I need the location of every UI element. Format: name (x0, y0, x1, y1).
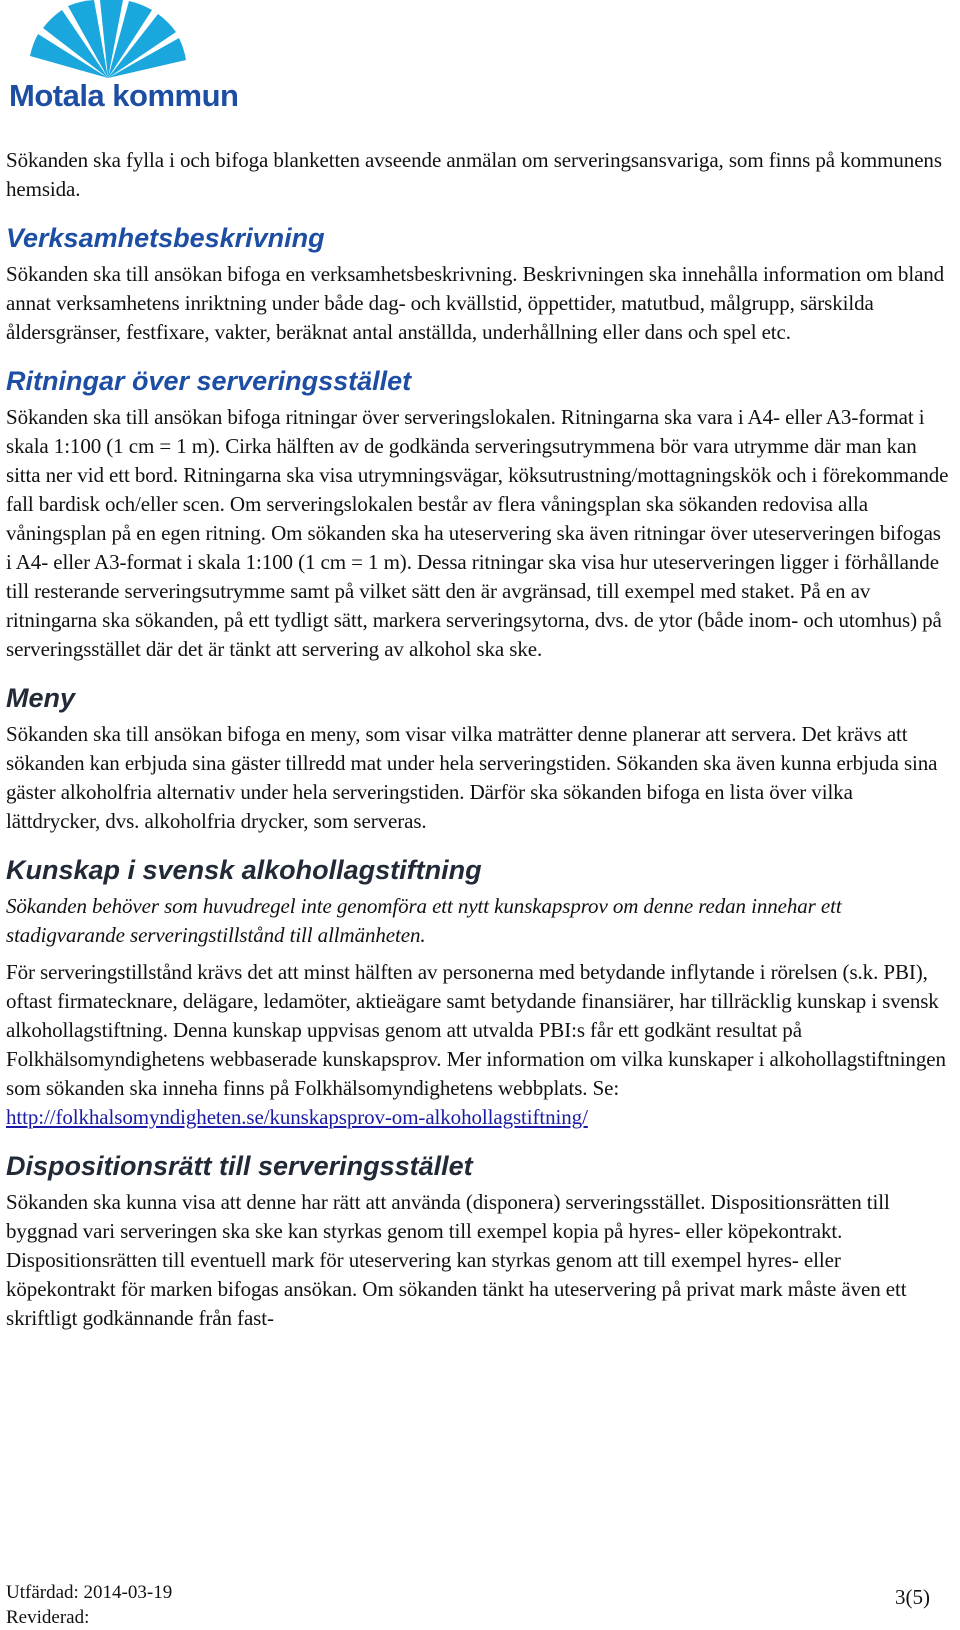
issued-date: Utfärdad: 2014-03-19 (6, 1582, 173, 1603)
heading-meny: Meny (6, 683, 76, 713)
kunskap-note: Sökanden behöver som huvudregel inte genomföra ett nytt kunskapsprov om denne redan innehar ett stadigvarande serveringstillstånd till allmänheten. (6, 894, 842, 947)
logo-text: Motala kommun (9, 78, 239, 113)
heading-kunskap: Kunskap i svensk alkohollagstiftning (6, 855, 482, 885)
fan-emblem-icon (28, 0, 188, 80)
kunskap-body: För serveringstillstånd krävs det att minst hälften av personerna med betydande inflytande i rörelsen (s.k. PBI), oftast firmatecknare, delägare, ledamöter, aktieägare samt betydande finansiärer, har tillräcklig kunskap i svensk alkohollagstiftning. Denna kunskap uppvisas genom att utvalda PBI:s får ett godkänt resultat på Folkhälsomyndighetens webbaserade kunskapsprov. Mer information om vilka kunskaper i alkohollagstiftningen som sökanden ska inneha finns på Folkhälsomyndighetens webbplats. Se: (6, 960, 946, 1100)
footer-dates (6, 1580, 172, 1630)
kunskap-paragraph (6, 958, 951, 1132)
verksamhet-paragraph: Sökanden ska till ansökan bifoga en verksamhetsbeskrivning. Beskrivningen ska innehålla information om bland annat verksamhetens inriktning under både dag- och kvällstid, öppettider, matutbud, målgrupp, särskilda åldersgränser, festfixare, vakter, beräknat antal anställda, underhållning eller dans och spel etc. (6, 262, 945, 344)
disposition-paragraph: Sökanden ska kunna visa att denne har rätt att använda (disponera) serveringsstället. Dispositionsrätten till byggnad vari serveringen ska ske kan styrkas genom till exempel kopia på hyres- eller köpekontrakt. Dispositionsrätten till eventuell mark för uteservering kan styrkas genom att till exempel hyres- eller köpekontrakt för marken bifogas ansökan. Om sökanden tänkt ha uteservering på privat mark måste även ett skriftligt godkännande från fast- (6, 1190, 907, 1330)
folkhalsomyndigheten-link[interactable]: http://folkhalsomyndigheten.se/kunskapsprov-om-alkohollagstiftning/ (6, 1105, 588, 1129)
page-number: 3(5) (895, 1585, 930, 1609)
revised-date: Reviderad: (6, 1607, 90, 1628)
meny-paragraph: Sökanden ska till ansökan bifoga en meny, som visar vilka maträtter denne planerar att servera. Det krävs att sökanden kan erbjuda sina gäster tillredd mat under hela serveringstiden. Sökanden ska även kunna erbjuda sina gäster alkoholfria alternativ under hela serveringstiden. Därför ska sökanden bifoga en lista över vilka lättdrycker, dvs. alkoholfria drycker, som serveras. (6, 722, 938, 833)
heading-ritningar: Ritningar över serveringsstället (6, 366, 412, 396)
logo[interactable] (6, 0, 239, 113)
ritningar-paragraph: Sökanden ska till ansökan bifoga ritningar över serveringslokalen. Ritningarna ska vara i A4- eller A3-format i skala 1:100 (1 cm = 1 m). Cirka hälften av de godkända serveringsutrymmena bör vara utrymme där man kan sitta ner vid ett bord. Ritningarna ska visa utrymningsvägar, köksutrustning/mottagningskök och i förekommande fall bardisk och/eller scen. Om serveringslokalen består av flera våningsplan ska sökanden redovisa alla våningsplan på en egen ritning. Om sökanden ska ha uteservering ska även ritningar över uteserveringen bifogas i A4- eller A3-format i skala 1:100 (1 cm = 1 m). Dessa ritningar ska visa hur uteserveringen ligger i förhållande till resterande serveringsutrymme samt på vilket sätt den är avgränsad, till exempel med staket. På en av ritningarna ska sökanden, på ett tydligt sätt, markera serveringsytorna, dvs. de ytor (både inom- och utomhus) på serveringsstället där det är tänkt att servering av alkohol ska ske. (6, 405, 949, 661)
heading-disposition: Dispositionsrätt till serveringsstället (6, 1151, 473, 1181)
document-body (6, 146, 951, 1333)
intro-paragraph: Sökanden ska fylla i och bifoga blanketten avseende anmälan om serveringsansvariga, som finns på kommunens hemsida. (6, 148, 942, 201)
heading-verksamhetsbeskrivning: Verksamhetsbeskrivning (6, 223, 325, 253)
